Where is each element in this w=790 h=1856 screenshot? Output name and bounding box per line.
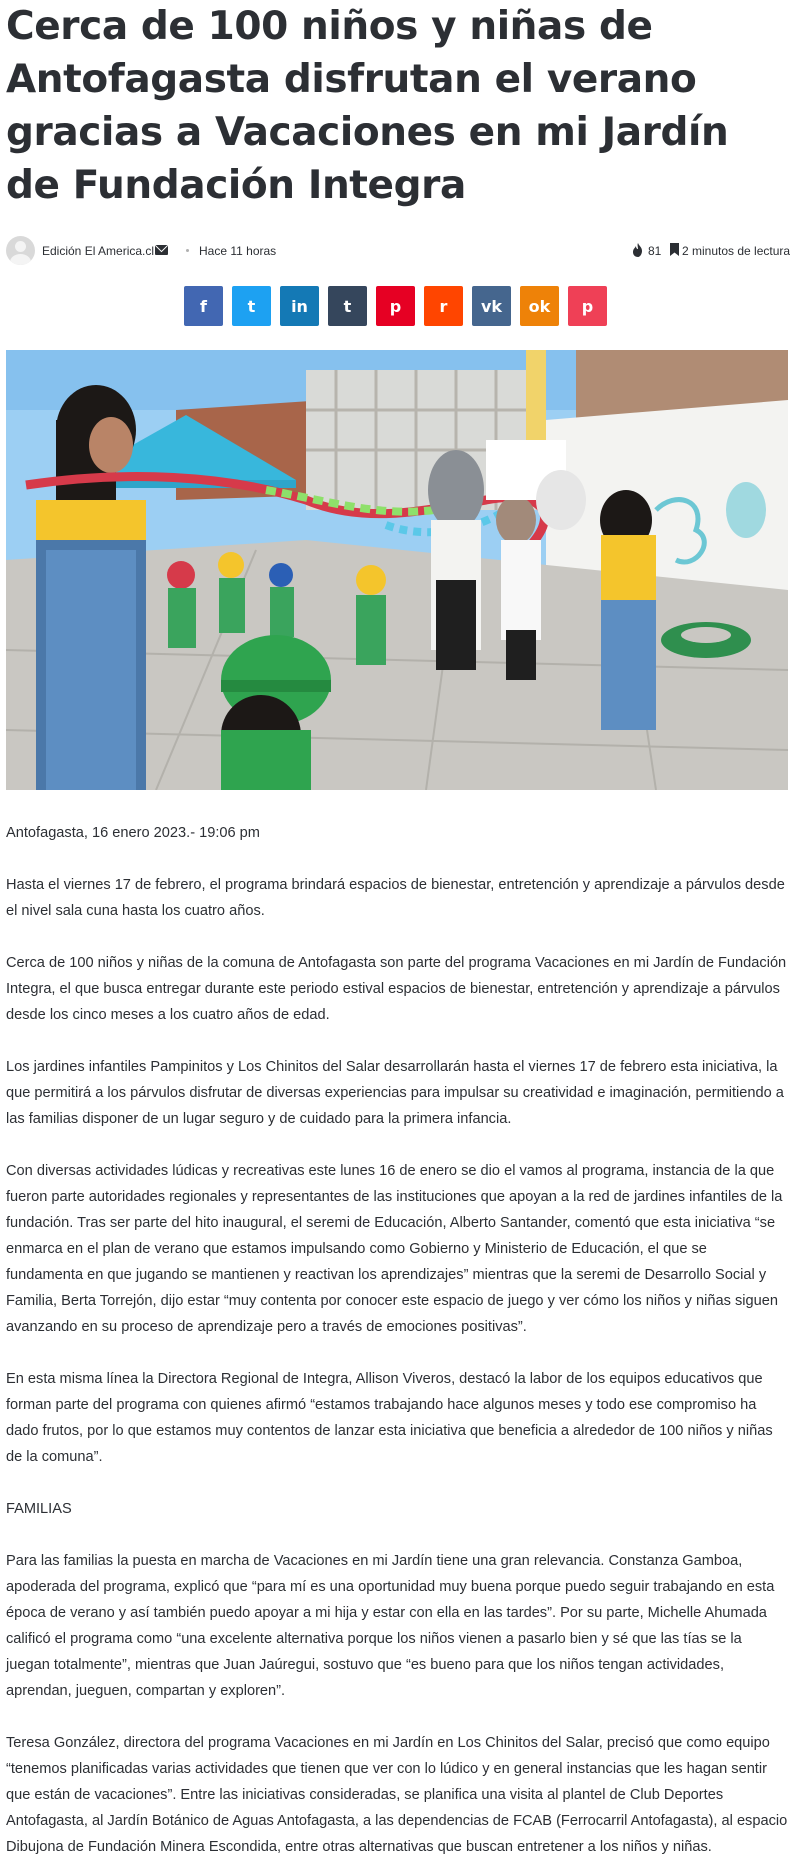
featured-image: [6, 350, 788, 790]
share-pocket-button[interactable]: [568, 286, 607, 326]
share-pinterest-button[interactable]: [376, 286, 415, 326]
pinterest-icon: p: [389, 296, 402, 316]
linkedin-icon: in: [291, 296, 308, 316]
tumblr-icon: t: [343, 296, 352, 316]
meta-separator-dot: [186, 249, 189, 252]
share-linkedin-button[interactable]: [280, 286, 319, 326]
section-heading: FAMILIAS: [6, 1501, 72, 1517]
paragraph: Para las familias la puesta en marcha de Vacaciones en mi Jardín tiene una gran relevancia. Constanza Gamboa, apoderada del programa, explicó que “para mí es una oportunidad muy buena porque puedo seguir trabajando en esta época de verano y así también puedo apoyar a mi hija y estar con ella en las tardes”. Por su parte, Michelle Ahumada calificó el programa como “una excelente alternativa porque los niños vienen a pasarlo bien y sé que las tías se la juegan totalmente”, mientras que Juan Jaúregui, sostuvo que “es bueno para que los niños tengan actividades, aprendan, jueguen, compartan y exploren”.: [6, 1553, 775, 1699]
article-title: Cerca de 100 niños y niñas de Antofagasta disfrutan el verano gracias a Vacaciones en mi Jardín de Fundación Integra: [6, 4, 729, 208]
twitter-icon: t: [247, 296, 256, 316]
pocket-icon: p: [581, 296, 594, 316]
share-tumblr-button[interactable]: [328, 286, 367, 326]
published-time: Hace 11 horas: [199, 244, 277, 258]
facebook-icon: f: [200, 296, 207, 316]
reading-time: 2 minutos de lectura: [682, 244, 790, 258]
share-vk-button[interactable]: [472, 286, 511, 326]
view-count: 81: [648, 244, 662, 258]
paragraph: Con diversas actividades lúdicas y recreativas este lunes 16 de enero se dio el vamos al programa, instancia de la que fueron parte autoridades regionales y representantes de las instituciones que apoyan a la red de jardines infantiles de la fundación. Tras ser parte del hito inaugural, el seremi de Educación, Alberto Santander, comentó que esta iniciativa “se enmarca en el plan de verano que estamos impulsando como Gobierno y Ministerio de Educación, el que se fundamenta en que jugando se mantienen y reactivan los aprendizajes” mientras que la seremi de Desarrollo Social y Familia, Berta Torrejón, dijo estar “muy contenta por conocer este espacio de juego y ver cómo los niños y niñas siguen avanzando en su proceso de aprendizaje pero a través de emociones positivas”.: [6, 1163, 783, 1335]
bookmark-icon: [670, 243, 679, 256]
paragraph: En esta misma línea la Directora Regional de Integra, Allison Viveros, destacó la labor de los equipos educativos que forman parte del programa con quienes afirmó “estamos trabajando hace algunos meses y todo ese compromiso ha dado frutos, por lo que estamos muy contentos de lanzar esta iniciativa que beneficia a alrededor de 100 niños y niñas de la comuna”.: [6, 1371, 773, 1465]
paragraph: Cerca de 100 niños y niñas de la comuna de Antofagasta son parte del programa Vacaciones en mi Jardín de Fundación Integra, el que busca entregar durante este periodo estival espacios de bienestar, entretención y aprendizaje a párvulos desde los cinco meses a los cuatro años de edad.: [6, 955, 787, 1023]
article-body: [6, 820, 788, 1856]
dateline: Antofagasta, 16 enero 2023.- 19:06 pm: [6, 825, 260, 841]
vk-icon: vk: [480, 296, 503, 316]
share-reddit-button[interactable]: [424, 286, 463, 326]
share-twitter-button[interactable]: [232, 286, 271, 326]
paragraph: Teresa González, directora del programa Vacaciones en mi Jardín en Los Chinitos del Salar, precisó que como equipo “tenemos planificadas varias actividades que tienen que ver con lo lúdico y en general instancias que les hagan sentir que están de vacaciones”. Entre las iniciativas consideradas, se planifica una visita al plantel de Club Deportes Antofagasta, al Jardín Botánico de Aguas Antofagasta, a las dependencias de FCAB (Ferrocarril Antofagasta), al espacio Dibujona de Fundación Minera Escondida, entre otras alternativas que buscan entretener a los niños y niñas.: [6, 1735, 788, 1855]
reddit-icon: r: [439, 296, 448, 316]
author-link[interactable]: Edición El America.cl: [42, 244, 155, 258]
author-avatar[interactable]: [6, 236, 35, 265]
paragraph: Los jardines infantiles Pampinitos y Los Chinitos del Salar desarrollarán hasta el viernes 17 de febrero esta iniciativa, la que permitirá a los párvulos disfrutar de diversas experiencias para impulsar su creatividad e imaginación, permitiendo a las familias disponer de un lugar seguro y de cuidado para la primera infancia.: [6, 1059, 784, 1127]
mail-icon[interactable]: [155, 245, 168, 255]
paragraph: Hasta el viernes 17 de febrero, el programa brindará espacios de bienestar, entretención y aprendizaje a párvulos desde el nivel sala cuna hasta los cuatro años.: [6, 877, 785, 919]
share-odnoklassniki-button[interactable]: [520, 286, 559, 326]
article-meta: [6, 236, 788, 266]
share-facebook-button[interactable]: [184, 286, 223, 326]
share-bar: [184, 286, 607, 330]
odnoklassniki-icon: ok: [528, 296, 551, 316]
flame-icon: [630, 242, 646, 258]
